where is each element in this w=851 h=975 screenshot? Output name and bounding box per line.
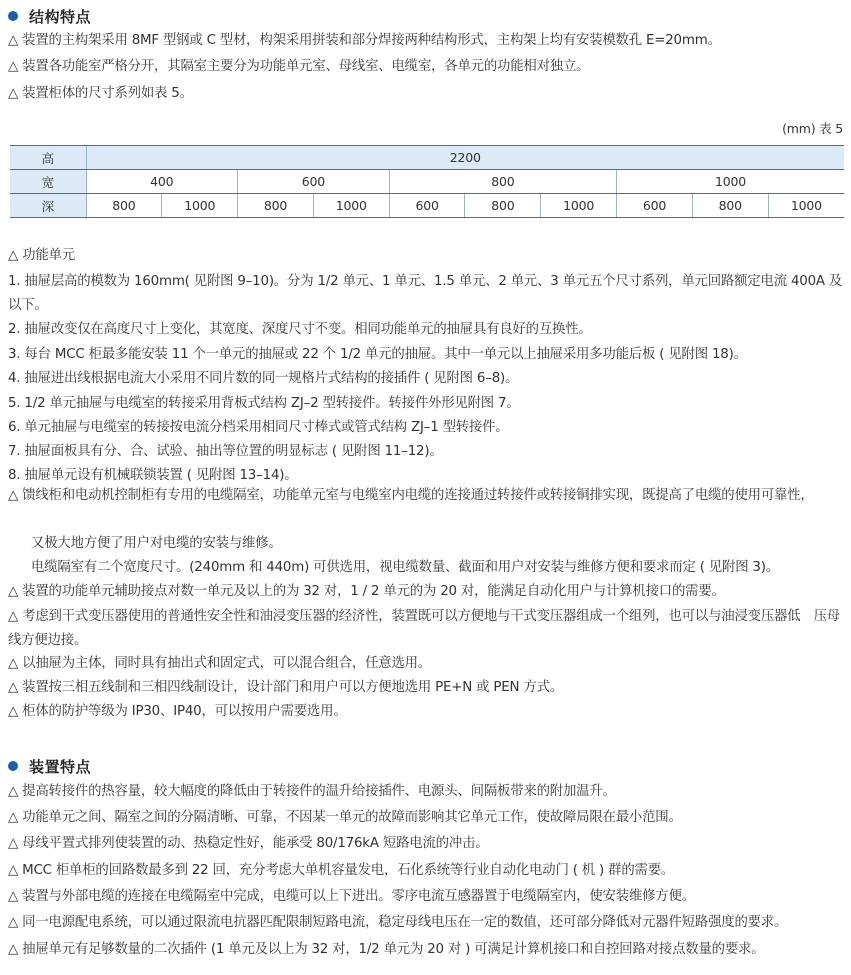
depth-cell: 1000 (768, 194, 844, 218)
row-label-depth: 深 (10, 194, 86, 218)
func-item: 8. 抽屉单元设有机械联锁装置 ( 见附图 13–14)。 (8, 468, 298, 483)
feature-item: △ 抽屉单元有足够数量的二次插件 (1 单元及以上为 32 对，1/2 单元为 20 对 ) 可满足计算机接口和自控回路对接点数量的要求。 (8, 942, 765, 957)
note-aux: △ 装置的功能单元辅助接点对数一单元及以上的为 32 对，1 / 2 单元的为 20 对，能满足自动化用户与计算机接口的需要。 (8, 584, 725, 599)
depth-cell: 1000 (541, 194, 617, 218)
row-label-width: 宽 (10, 170, 86, 194)
cabinet-size-table (10, 145, 844, 218)
bullet-icon (8, 11, 18, 21)
func-item: 2. 抽屉改变仅在高度尺寸上变化，其宽度、深度尺寸不变。相同功能单元的抽屉具有良好的互换性。 (8, 322, 592, 337)
depth-cell: 800 (692, 194, 768, 218)
depth-cell: 800 (465, 194, 541, 218)
table-row-width (10, 170, 844, 194)
note-wiring: △ 装置按三相五线制和三相四线制设计，设计部门和用户可以方便地选用 PE+N 或 PEN 方式。 (8, 680, 563, 695)
feature-item: △ 功能单元之间、隔室之间的分隔清晰、可靠，不因某一单元的故障而影响其它单元工作，使故障局限在最小范围。 (8, 810, 682, 825)
depth-cell: 1000 (162, 194, 238, 218)
section-heading-structure (8, 5, 91, 27)
func-item: 1. 抽屉层高的模数为 160mm( 见附图 9–10)。分为 1/2 单元、1 单元、1.5 单元、2 单元、3 单元五个尺寸系列，单元回路额定电流 400A 及以下。 (8, 274, 843, 313)
width-cell: 600 (238, 170, 390, 194)
depth-cell: 600 (617, 194, 693, 218)
func-item: 4. 抽屉进出线根据电流大小采用不同片数的同一规格片式结构的接插件 ( 见附图 6–8)。 (8, 371, 519, 386)
func-item: 6. 单元抽屉与电缆室的转接按电流分档采用相同尺寸棒式或管式结构 ZJ–1 型转接件。 (8, 420, 509, 435)
note-feed: △ 馈线柜和电动机控制柜有专用的电缆隔室，功能单元室与电缆室内电缆的连接通过转接件或转接铜排实现，既提高了电缆的使用可靠性， (8, 488, 814, 503)
width-cell: 400 (86, 170, 238, 194)
table-caption: (mm) 表 5 (782, 121, 843, 136)
feature-item: △ MCC 柜单柜的回路数最多到 22 回，充分考虑大单机容量发电，石化系统等行业自动化电动门 ( 机 ) 群的需要。 (8, 863, 675, 878)
func-item: 3. 每台 MCC 柜最多能安装 11 个一单元的抽屉或 22 个 1/2 单元的抽屉。其中一单元以上抽屉采用多功能后板 ( 见附图 18)。 (8, 347, 747, 362)
width-cell: 1000 (617, 170, 844, 194)
func-unit-heading: △ 功能单元 (8, 248, 75, 263)
feature-item: △ 同一电源配电系统，可以通过限流电抗器匹配限制短路电流，稳定母线电压在一定的数值，还可部分降低对元器件短路强度的要求。 (8, 915, 788, 930)
depth-cell: 600 (389, 194, 465, 218)
section-title: 装置特点 (29, 757, 92, 776)
table-row-height (10, 146, 844, 170)
section-title: 结构特点 (29, 7, 92, 26)
feature-item: △ 装置与外部电缆的连接在电缆隔室中完成，电缆可以上下进出。零序电流互感器置于电缆隔室内，使安装维修方便。 (8, 889, 695, 904)
note-feed-cont: 电缆隔室有二个宽度尺寸。(240mm 和 440m) 可供选用，视电缆数量、截面和用户对安装与维修方便和要求而定 ( 见附图 3)。 (31, 560, 779, 575)
depth-cell: 800 (238, 194, 314, 218)
note-feed-cont: 又极大地方便了用户对电缆的安装与维修。 (31, 536, 282, 551)
note-transformer: △ 考虑到干式变压器使用的普通性安全性和油浸变压器的经济性，装置既可以方便地与干式变压器组成一个组列，也可以与油浸变压器低 压母线方便边接。 (8, 609, 840, 648)
intro-line: △ 装置各功能室严格分开，其隔室主要分为功能单元室、母线室、电缆室，各单元的功能相对独立。 (8, 59, 590, 74)
func-item: 7. 抽屉面板具有分、合、试验、抽出等位置的明显标志 ( 见附图 11–12)。 (8, 444, 443, 459)
intro-line: △ 装置柜体的尺寸系列如表 5。 (8, 86, 193, 101)
func-item: 5. 1/2 单元抽屉与电缆室的转接采用背板式结构 ZJ–2 型转接件。转接件外形见附图 7。 (8, 396, 520, 411)
depth-cell: 1000 (313, 194, 389, 218)
width-cell: 800 (389, 170, 616, 194)
feature-item: △ 母线平置式排列使装置的动、热稳定性好，能承受 80/176kA 短路电流的冲击。 (8, 836, 489, 851)
intro-line: △ 装置的主构架采用 8MF 型钢或 C 型材，构架采用拼装和部分焊接两种结构形式，主构架上均有安装模数孔 E=20mm。 (8, 33, 721, 48)
table-row-depth (10, 194, 844, 218)
section-heading-device (8, 755, 91, 777)
height-value: 2200 (86, 146, 844, 170)
note-ip: △ 柜体的防护等级为 IP30、IP40，可以按用户需要选用。 (8, 704, 347, 719)
row-label-height: 高 (10, 146, 86, 170)
note-drawer: △ 以抽屉为主体，同时具有抽出式和固定式，可以混合组合，任意选用。 (8, 656, 432, 671)
bullet-icon (8, 761, 18, 771)
depth-cell: 800 (86, 194, 162, 218)
feature-item: △ 提高转接件的热容量，较大幅度的降低由于转接件的温升给接插件、电源头、间隔板带来的附加温升。 (8, 784, 616, 799)
